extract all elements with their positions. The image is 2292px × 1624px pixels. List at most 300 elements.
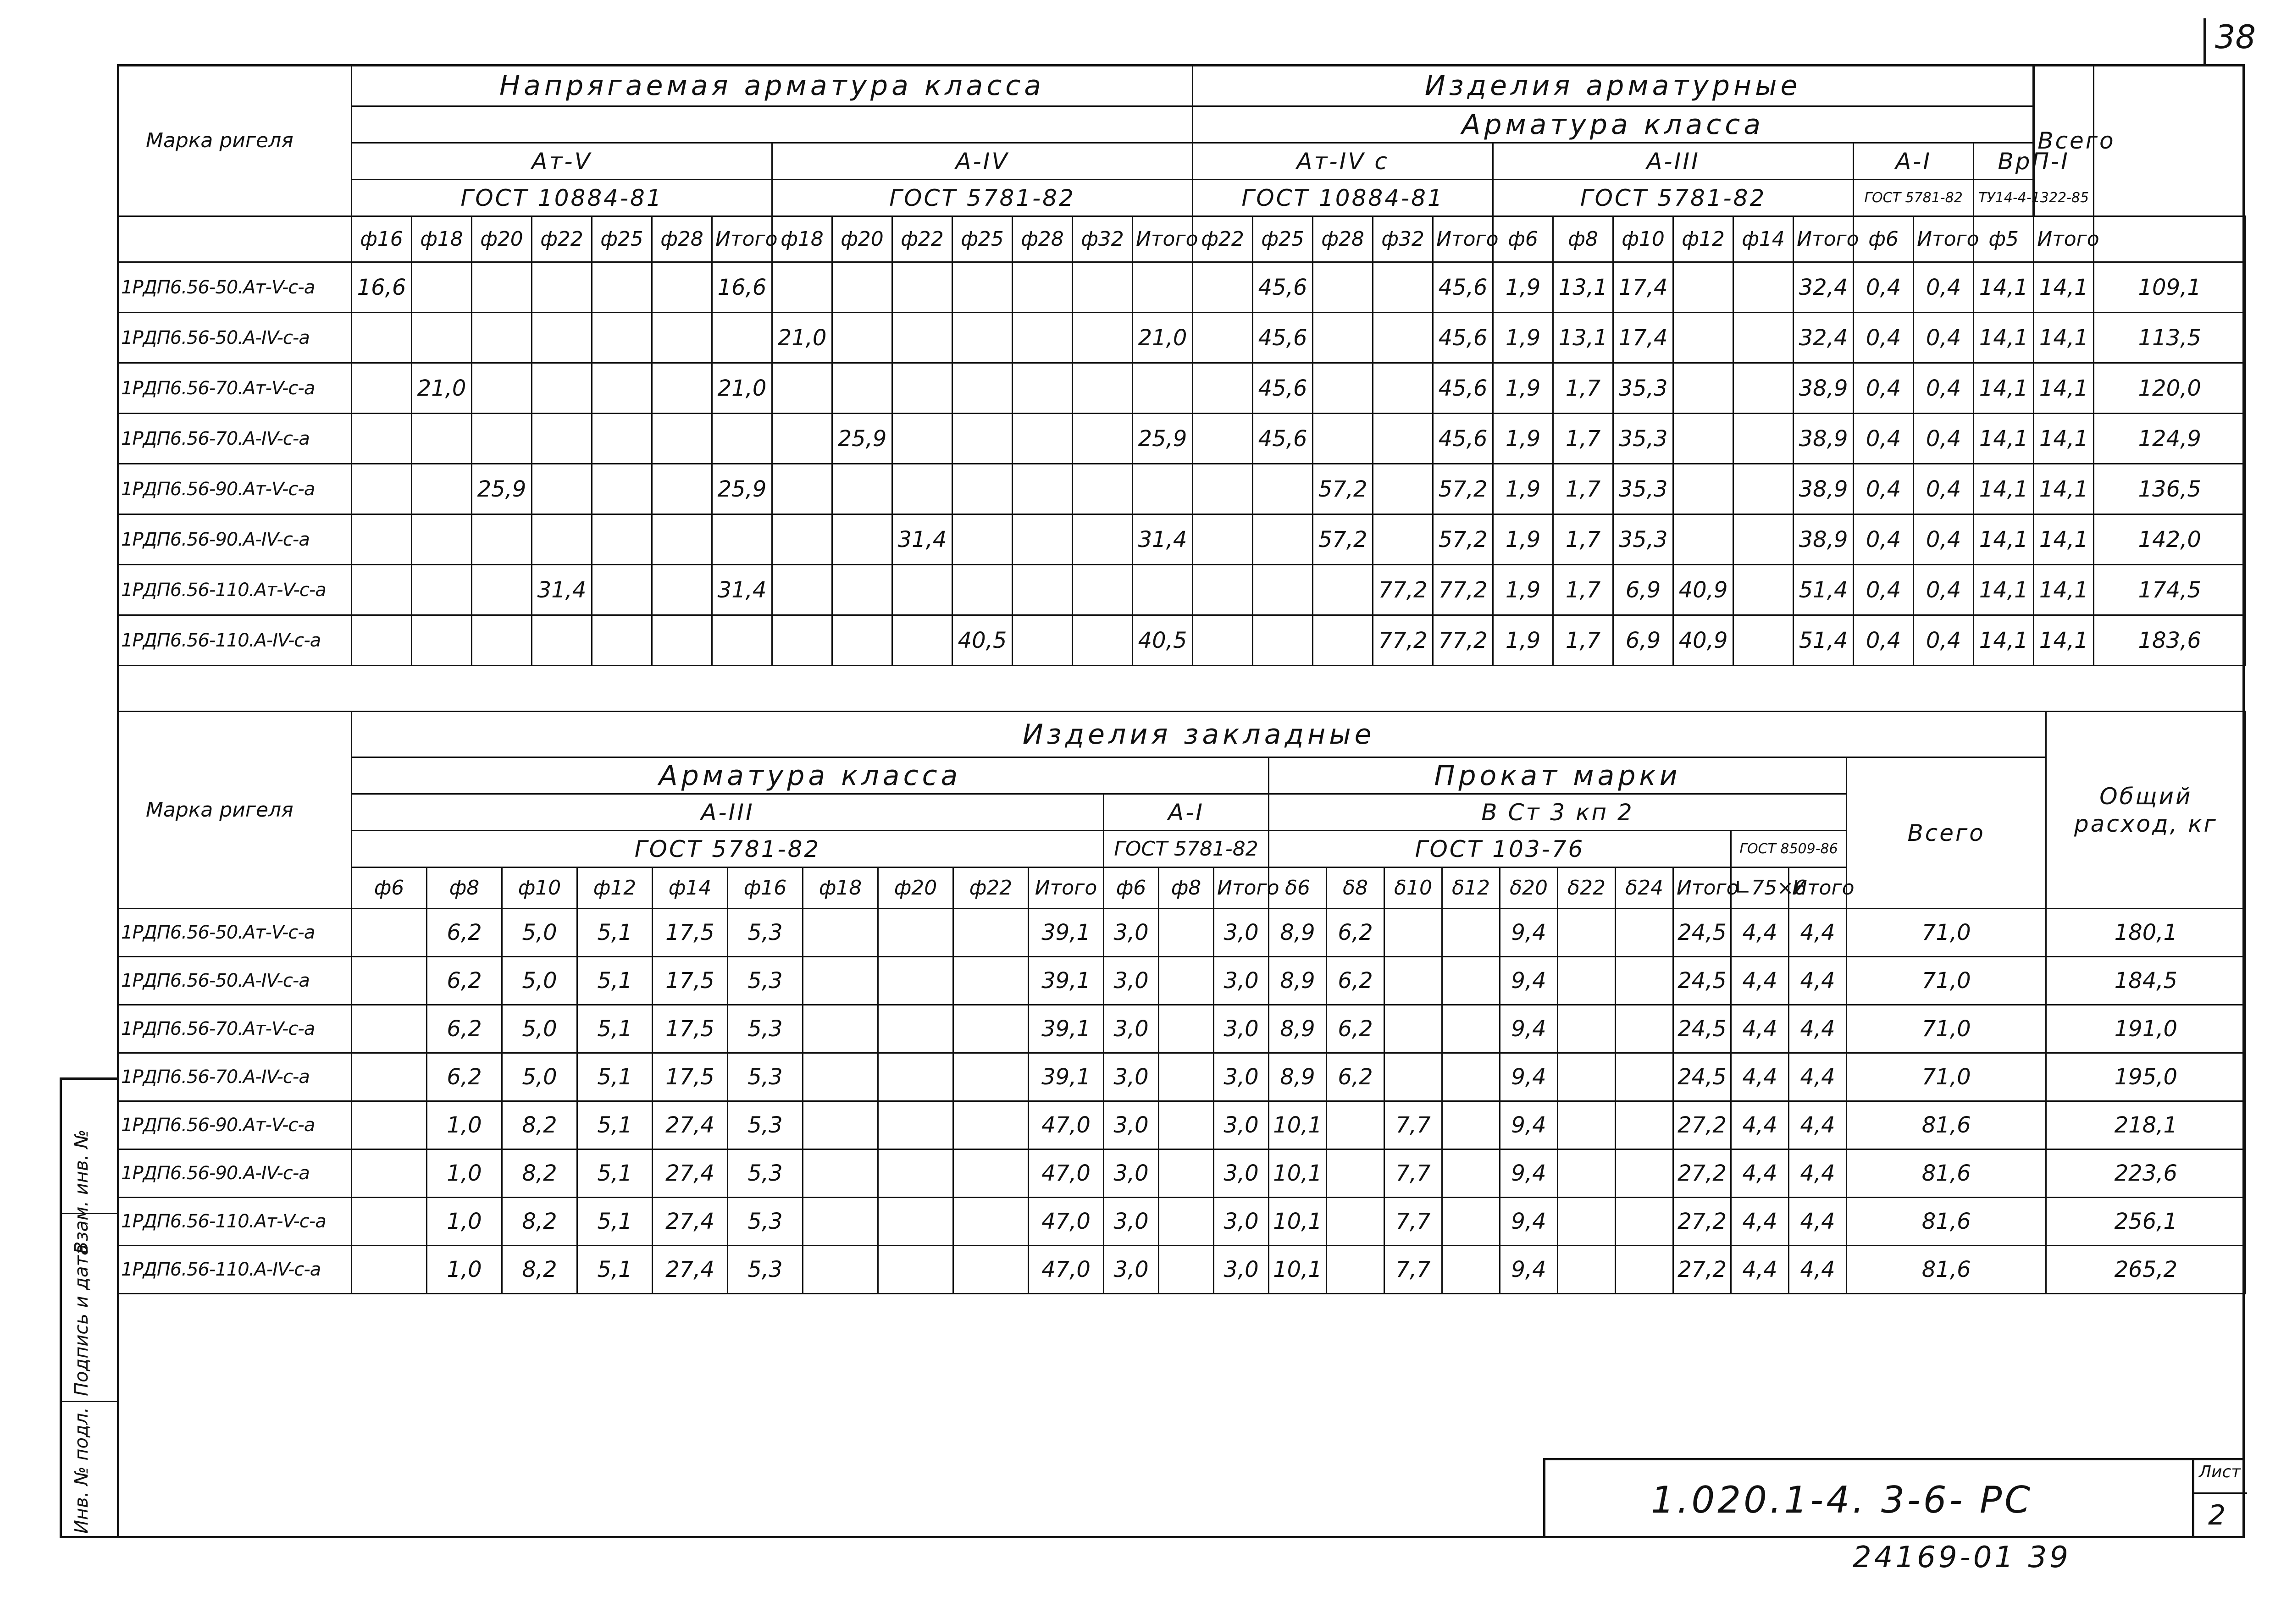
table-cell [803,1005,878,1053]
table-cell: 0,4 [1854,514,1914,565]
table-cell [1442,957,1500,1005]
table-cell [352,1149,427,1198]
column-header: Итого [1433,216,1493,262]
table-cell: 14,1 [2034,363,2094,414]
column-header: ф6 [352,867,427,909]
table-cell [1073,262,1133,313]
table-cell [1673,262,1733,313]
table-cell [1193,313,1253,363]
table-cell: 57,2 [1313,464,1373,514]
row-mark: 1РДП6.56-110.Ат-V-с-а [118,565,352,615]
column-header: ф16 [728,867,803,909]
table-cell: 24,5 [1673,1053,1731,1101]
column-header: ф12 [1673,216,1733,262]
table-cell [1313,565,1373,615]
table-cell: 10,1 [1269,1246,1327,1294]
table-cell: 10,1 [1269,1101,1327,1149]
table-cell [352,1005,427,1053]
table-cell: 31,4 [892,514,952,565]
table-cell [803,1053,878,1101]
table-cell: 9,4 [1500,1005,1558,1053]
table-cell: 5,1 [577,909,653,957]
table-cell [1384,1005,1442,1053]
table-cell [1733,514,1794,565]
table-cell [1013,313,1073,363]
table-cell: 3,0 [1214,1246,1269,1294]
table-cell: 5,3 [728,1149,803,1198]
table-cell: 14,1 [1974,464,2034,514]
table-cell: 17,4 [1613,262,1673,313]
column-header: ф20 [832,216,892,262]
column-header: ф25 [952,216,1013,262]
vsego-header: Всего [1847,757,2046,909]
table-cell [1159,909,1214,957]
table-cell [1733,363,1794,414]
table-cell [1013,514,1073,565]
table-cell: 16,6 [712,262,772,313]
table-cell: 77,2 [1433,565,1493,615]
table-cell: 57,2 [1313,514,1373,565]
table-cell [652,464,712,514]
table-cell: 1,9 [1493,565,1553,615]
table-cell: 1,7 [1553,414,1613,464]
table-cell [1013,615,1073,666]
table-cell [352,615,412,666]
column-header: ф14 [1733,216,1794,262]
row-total: 142,0 [2094,514,2246,565]
table-cell: 0,4 [1914,414,1974,464]
column-header: ф20 [878,867,953,909]
column-header: Итого [1214,867,1269,909]
table-cell: 0,4 [1854,262,1914,313]
table-cell: 57,2 [1433,464,1493,514]
table-cell [1313,414,1373,464]
table-cell: 27,4 [653,1246,728,1294]
table-cell: 45,6 [1253,363,1313,414]
table-cell [712,414,772,464]
table-cell [1558,1101,1616,1149]
table-cell [878,957,953,1005]
table-cell [1193,565,1253,615]
table-cell: 47,0 [1029,1101,1104,1149]
row-mark: 1РДП6.56-70.А-IV-с-а [118,414,352,464]
table-cell [1313,615,1373,666]
table-cell [1373,464,1433,514]
row-total: 174,5 [2094,565,2246,615]
table-cell: 3,0 [1214,957,1269,1005]
column-header: δ12 [1442,867,1500,909]
table-row [118,262,2246,313]
table-cell: 9,4 [1500,1101,1558,1149]
table-cell: 1,0 [427,1198,502,1246]
table-cell [1442,1149,1500,1198]
table-cell: 40,9 [1673,615,1733,666]
row-total: 195,0 [2046,1053,2246,1101]
table-cell [472,313,532,363]
gost-header: ГОСТ 5781-82 [1104,831,1269,867]
table-cell: 6,2 [427,957,502,1005]
sheet-label: Лист [2199,1463,2241,1481]
row-mark: 1РДП6.56-110.Ат-V-с-а [118,1198,352,1246]
row-mark: 1РДП6.56-50.Ат-V-с-а [118,262,352,313]
table-cell [772,514,832,565]
table-cell [532,464,592,514]
row-vsego: 71,0 [1847,957,2046,1005]
table-cell [352,464,412,514]
table-cell: 0,4 [1914,464,1974,514]
table-cell [832,565,892,615]
table-cell [953,1149,1029,1198]
table-row [118,363,2246,414]
table-cell: 0,4 [1854,565,1914,615]
column-header: δ24 [1616,867,1673,909]
table-cell: 6,2 [427,1053,502,1101]
table-cell: 3,0 [1214,1198,1269,1246]
table-cell: 45,6 [1433,363,1493,414]
table-cell: 14,1 [1974,313,2034,363]
table-cell: 45,6 [1253,262,1313,313]
table-cell: 7,7 [1384,1149,1442,1198]
table-cell: 3,0 [1104,1005,1159,1053]
table-cell: 1,9 [1493,313,1553,363]
table-cell [352,957,427,1005]
table-cell [1558,957,1616,1005]
class-header: А-IV [772,143,1193,180]
table-cell [352,909,427,957]
table-cell: 38,9 [1794,514,1854,565]
table-cell [352,1053,427,1101]
table-cell: 4,4 [1789,1198,1847,1246]
table-cell: 8,2 [502,1198,577,1246]
row-total: 124,9 [2094,414,2246,464]
table-cell [953,909,1029,957]
table-row [118,1246,2246,1294]
table-cell: 14,1 [1974,414,2034,464]
spacer-cell [2094,216,2246,262]
table-cell: 1,7 [1553,615,1613,666]
table-cell [892,615,952,666]
table-cell [652,363,712,414]
column-header: ф8 [427,867,502,909]
table-cell: 25,9 [1133,414,1193,464]
column-header: ф22 [1193,216,1253,262]
table-cell [952,565,1013,615]
table-cell: 5,1 [577,1005,653,1053]
reinforcement-table [117,64,2246,666]
table-cell: 3,0 [1104,1198,1159,1246]
table-cell [1013,363,1073,414]
table-cell [1313,262,1373,313]
column-header: ф25 [592,216,652,262]
table-cell: 14,1 [2034,313,2094,363]
table-cell: 45,6 [1433,414,1493,464]
table-cell [1327,1101,1384,1149]
table-cell: 17,5 [653,1053,728,1101]
table-cell [412,464,472,514]
table-cell [1133,262,1193,313]
table-cell: 5,0 [502,909,577,957]
table-cell [1373,414,1433,464]
table-cell [878,1005,953,1053]
table-cell: 32,4 [1794,262,1854,313]
table-cell [532,615,592,666]
table-cell [952,414,1013,464]
marka-header: Марка ригеля [118,712,352,909]
table-cell [832,262,892,313]
table-cell: 1,7 [1553,363,1613,414]
table-cell [1733,615,1794,666]
table-cell: 3,0 [1214,1101,1269,1149]
table-cell: 21,0 [412,363,472,414]
table-cell: 5,1 [577,1053,653,1101]
spacer-cell [118,216,352,262]
gost-header: ГОСТ 5781-82 [352,831,1104,867]
table-cell [532,514,592,565]
table-cell [1073,363,1133,414]
table-row [118,313,2246,363]
side-stamp [60,1077,119,1538]
table-cell [1733,262,1794,313]
tensioned-reinforcement-header: Напрягаемая арматура класса [352,65,1193,106]
column-header: ф22 [953,867,1029,909]
table-cell [1616,909,1673,957]
table-cell: 17,4 [1613,313,1673,363]
column-header: δ10 [1384,867,1442,909]
column-header: δ22 [1558,867,1616,909]
table-cell: 6,9 [1613,615,1673,666]
table-cell: 1,0 [427,1101,502,1149]
column-header: ф20 [472,216,532,262]
table-cell [412,565,472,615]
table-cell: 35,3 [1613,514,1673,565]
table-cell [652,414,712,464]
table-cell: 1,9 [1493,414,1553,464]
table-cell: 47,0 [1029,1149,1104,1198]
table-cell: 51,4 [1794,615,1854,666]
table-cell [832,514,892,565]
rolled-steel-header: Прокат марки [1269,757,1847,794]
side-label-signature-date: Подпись и дата [71,1244,92,1396]
table-cell [412,313,472,363]
table-cell: 27,4 [653,1149,728,1198]
side-label-replace-inv: Взам. инв. № [71,1129,92,1254]
gost-header: ГОСТ 5781-82 [772,180,1193,216]
table-row [118,1198,2246,1246]
row-mark: 1РДП6.56-70.Ат-V-с-а [118,1005,352,1053]
table-cell: 38,9 [1794,464,1854,514]
column-header: ∟75×6 [1731,867,1789,909]
table-cell: 17,5 [653,957,728,1005]
table-cell: 9,4 [1500,1053,1558,1101]
table-cell: 27,4 [653,1198,728,1246]
sheet-cell-divider [2194,1492,2247,1494]
table-cell [352,1101,427,1149]
table-cell [1616,1198,1673,1246]
table-cell [472,262,532,313]
table-cell [1673,414,1733,464]
table-cell: 0,4 [1854,464,1914,514]
table-cell [1073,514,1133,565]
table-cell [1327,1246,1384,1294]
table-cell: 24,5 [1673,909,1731,957]
table-cell: 16,6 [352,262,412,313]
table-cell: 0,4 [1854,363,1914,414]
embedded-items-header: Изделия закладные [352,712,2046,757]
column-header: ф6 [1493,216,1553,262]
table-cell: 1,7 [1553,565,1613,615]
table-cell: 25,9 [472,464,532,514]
table-cell: 14,1 [2034,464,2094,514]
table-cell: 77,2 [1373,565,1433,615]
table-cell [1733,313,1794,363]
table-cell [1384,957,1442,1005]
table-cell [1558,1246,1616,1294]
class-header: Ат-IV с [1193,143,1493,180]
table-cell: 5,3 [728,1053,803,1101]
table-cell [652,565,712,615]
table-cell: 35,3 [1613,464,1673,514]
row-total: 184,5 [2046,957,2246,1005]
column-header: ф18 [772,216,832,262]
table-cell: 27,2 [1673,1198,1731,1246]
class-header: Ат-V [352,143,772,180]
column-header: ф16 [352,216,412,262]
table-row [118,1005,2246,1053]
table-cell [1558,1149,1616,1198]
table-cell [652,514,712,565]
table-cell: 5,0 [502,1005,577,1053]
table-cell: 31,4 [712,565,772,615]
table-cell [1159,957,1214,1005]
table-cell: 1,0 [427,1149,502,1198]
table-cell: 51,4 [1794,565,1854,615]
table-cell [1193,414,1253,464]
table-row [118,1053,2246,1101]
column-header: ф22 [532,216,592,262]
table-cell: 1,9 [1493,363,1553,414]
table-cell: 27,4 [653,1101,728,1149]
table-cell: 4,4 [1789,909,1847,957]
table-cell: 45,6 [1433,262,1493,313]
column-header: ф18 [803,867,878,909]
table-cell: 14,1 [1974,565,2034,615]
table-cell: 8,2 [502,1101,577,1149]
table-cell [352,363,412,414]
class-header: ВрП-I [1974,143,2094,180]
reinforcement-items-header: Изделия арматурные [1193,65,2034,106]
table-cell [772,464,832,514]
gost-header: ГОСТ 5781-82 [1854,180,1974,216]
table-cell: 0,4 [1914,514,1974,565]
table-cell [1442,1246,1500,1294]
table-cell [472,363,532,414]
total-header: Всего [2034,65,2094,216]
table-cell [892,363,952,414]
table-cell [592,464,652,514]
table-cell [1733,464,1794,514]
sheet-value: 2 [2208,1499,2226,1531]
table-cell: 21,0 [712,363,772,414]
table-cell [472,615,532,666]
table-cell [803,1198,878,1246]
table-cell [1327,1149,1384,1198]
column-header: ф22 [892,216,952,262]
table-cell [1442,1005,1500,1053]
table-cell [352,313,412,363]
table-cell: 5,3 [728,1198,803,1246]
table-cell [1159,1198,1214,1246]
table-cell: 5,3 [728,1246,803,1294]
table-cell [892,464,952,514]
class-header: А-III [352,794,1104,831]
column-header: ф32 [1373,216,1433,262]
table-cell [1073,615,1133,666]
table-cell: 17,5 [653,1005,728,1053]
table-cell: 14,1 [2034,414,2094,464]
column-header: Итого [712,216,772,262]
table-cell [712,313,772,363]
table-cell: 39,1 [1029,1005,1104,1053]
table-cell: 6,2 [427,909,502,957]
spacer-cell [352,106,1193,143]
table-cell [953,1053,1029,1101]
reinforcement-class-header: Арматура класса [352,757,1269,794]
table-cell: 35,3 [1613,414,1673,464]
table-cell: 4,4 [1731,1101,1789,1149]
table-cell [1193,262,1253,313]
table-cell: 40,5 [952,615,1013,666]
row-mark: 1РДП6.56-90.А-IV-с-а [118,1149,352,1198]
table-cell: 8,2 [502,1149,577,1198]
table-cell: 0,4 [1854,615,1914,666]
table-cell: 3,0 [1104,1149,1159,1198]
table-cell [1327,1198,1384,1246]
table-cell: 6,9 [1613,565,1673,615]
table-row [118,1101,2246,1149]
archive-code: 24169-01 39 [1853,1541,2071,1574]
table-cell [892,414,952,464]
table-cell: 0,4 [1854,414,1914,464]
table-cell: 14,1 [2034,565,2094,615]
table-cell: 3,0 [1104,1246,1159,1294]
table-cell: 0,4 [1914,615,1974,666]
table-cell: 9,4 [1500,1149,1558,1198]
row-total: 191,0 [2046,1005,2246,1053]
column-header: Итого [1133,216,1193,262]
table-cell: 3,0 [1104,1101,1159,1149]
table-cell [953,957,1029,1005]
table-cell [412,514,472,565]
table-cell: 47,0 [1029,1198,1104,1246]
row-total: 109,1 [2094,262,2246,313]
embedded-parts-table [117,711,2246,1294]
table-cell [532,262,592,313]
table-cell [1442,909,1500,957]
table-cell [1313,313,1373,363]
table-cell: 57,2 [1433,514,1493,565]
table-cell: 39,1 [1029,1053,1104,1101]
table-cell: 8,9 [1269,1005,1327,1053]
table-cell [832,313,892,363]
table-cell [878,1198,953,1246]
table-cell: 13,1 [1553,262,1613,313]
row-vsego: 81,6 [1847,1198,2046,1246]
table-cell [832,615,892,666]
table-row [118,464,2246,514]
table-cell [1673,313,1733,363]
table-cell [1616,1149,1673,1198]
table-cell: 4,4 [1789,1246,1847,1294]
